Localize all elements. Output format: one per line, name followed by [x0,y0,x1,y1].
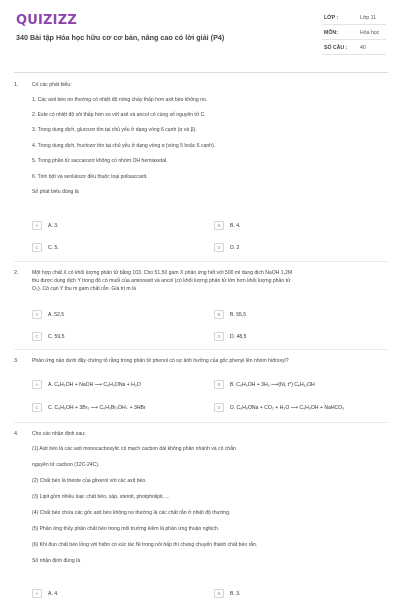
divider [322,39,386,40]
statement: 1. Các axit béo no thường có nhiệt độ nóng chảy thấp hơn axit béo không no. [32,97,208,103]
option-b[interactable] [214,309,246,320]
option-letter: B [214,310,224,319]
option-text: D. C₆H₅ONa + CO₂ + H₂O ⟶ C₆H₅OH + NaHCO₃ [230,404,345,411]
question-prompt: Cho các nhận định sau: [32,431,86,437]
worksheet-header [0,0,400,66]
worksheet-title: 340 Bài tập Hóa học hữu cơ cơ bản, nâng cao có lời giải (P4) [16,33,225,42]
statement: 2. Este có nhiệt độ sôi thấp hơn so với axit và ancol có cùng số nguyên tử C. [32,112,206,118]
option-text: C. 5. [48,244,59,251]
question-divider [14,349,388,350]
option-a[interactable] [32,309,64,320]
question-instruction: Số nhận định đúng là [32,558,81,564]
option-text: B. 3. [230,590,241,597]
statement: (6) Khi đun chất béo lỏng với hiđro có xúc tác Ni trong nồi hấp thì chúng chuyển thành chất béo rắn. [32,542,258,548]
option-text: B. 55,5 [230,311,247,318]
option-b[interactable] [214,379,315,390]
question-prompt-line: O₂). Cô cạn Y thu m gam chất rắn. Giá trị m là [32,286,136,292]
divider [322,54,386,55]
option-letter: A [32,221,42,230]
statement: 6. Tinh bột và xenlulozơ đều thuộc loại polisaccarit. [32,174,148,180]
question-count-value: 40 [360,45,366,51]
option-text: D. 2 [230,244,240,251]
grade-value: Lớp 11 [360,15,376,21]
statement: (1) Axit béo là các axit monocacboxylic có mạch cacbon dài không phân nhánh và có chẵn [32,446,236,452]
question-prompt-line: Một hợp chất X có khối lượng phân tử bằng 103. Cho 51,50 gam X phản ứng hết với 500 ml dung dịch NaOH 1,2M [32,270,293,276]
subject-label: MÔN: [324,30,338,36]
option-letter: D [214,332,224,341]
question-number: 1. [14,82,19,88]
header-divider [14,72,388,73]
option-text: D. 48,5 [230,333,247,340]
statement: (3) Lipit gồm nhiều loại: chất béo, sáp, steroit, photpholipit, ... [32,494,170,500]
option-b[interactable] [214,588,240,599]
option-a[interactable] [32,220,58,231]
option-text: C. 59,5 [48,333,65,340]
option-letter: A [32,589,42,598]
question-prompt: Có các phát biểu: [32,82,72,88]
question-prompt: Phản ứng nào dưới đây chứng tỏ rằng trong phân tử phenol có sự ảnh hưởng của gốc phenyl lên nhóm hiđroxyl? [32,358,289,364]
option-letter: A [32,380,42,389]
grade-label: LỚP : [324,15,339,21]
option-letter: B [214,221,224,230]
option-letter: D [214,243,224,252]
question-prompt-line: thu được dung dịch Y trong đó có muối của aminoaxit và ancol (có khối lượng phân tử lớn hơn khối lượng phân tử [32,278,291,284]
question-divider [14,261,388,262]
option-text: A. 4. [48,590,59,597]
option-text: C. C₆H₅OH + 3Br₂ ⟶ C₆H₂Br₃OH↓ + 3HBr [48,404,146,411]
statement: (4) Chất béo chứa các gốc axit béo không no thường là các chất rắn ở nhiệt độ thường. [32,510,231,516]
option-text: A. 52,5 [48,311,65,318]
option-letter: D [214,403,224,412]
statement: 5. Trong phân tử saccarozơ không có nhóm OH hemiaxetal. [32,158,168,164]
option-d[interactable] [214,331,246,342]
option-letter: C [32,332,42,341]
option-letter: A [32,310,42,319]
statement: 4. Trong dung dịch, fructozơ tồn tại chủ yếu ở dạng vòng α (vòng 5 hoặc 6 cạnh). [32,143,216,149]
option-letter: C [32,243,42,252]
option-letter: C [32,403,42,412]
option-text: A. C₆H₅OH + NaOH ⟶ C₆H₅ONa + H₂O [48,381,141,388]
option-c[interactable] [32,242,59,253]
option-d[interactable] [214,242,239,253]
statement: nguyên tử cacbon (12C-24C). [32,462,100,468]
statement: (2) Chất béo là trieste của glixerol với các axit béo. [32,478,147,484]
option-text: A. 3. [48,222,59,229]
option-d[interactable] [214,402,344,413]
option-a[interactable] [32,588,58,599]
option-letter: B [214,380,224,389]
divider [322,24,386,25]
question-number: 3. [14,358,19,364]
statement: (5) Phản ứng thủy phân chất béo trong môi trường kiềm là phản ứng thuận nghịch. [32,526,220,532]
option-c[interactable] [32,402,146,413]
option-c[interactable] [32,331,64,342]
question-number: 2. [14,270,19,276]
option-text: B. C₆H₅OH + 3H₂ ⟶(Ni, t°) C₆H₁₁OH [230,381,315,388]
statement: 3. Trong dung dịch, glucozơ tồn tại chủ yếu ở dạng vòng 6 cạnh (α và β). [32,127,197,133]
quizizz-logo: QUIZIZZ [16,13,77,28]
question-count-label: SỐ CÂU : [324,45,348,51]
question-divider [14,422,388,423]
option-text: B. 4. [230,222,241,229]
subject-value: Hóa học [360,30,380,36]
option-b[interactable] [214,220,240,231]
option-letter: B [214,589,224,598]
option-a[interactable] [32,379,141,390]
question-number: 4. [14,431,19,437]
question-instruction: Số phát biểu đúng là [32,189,79,195]
